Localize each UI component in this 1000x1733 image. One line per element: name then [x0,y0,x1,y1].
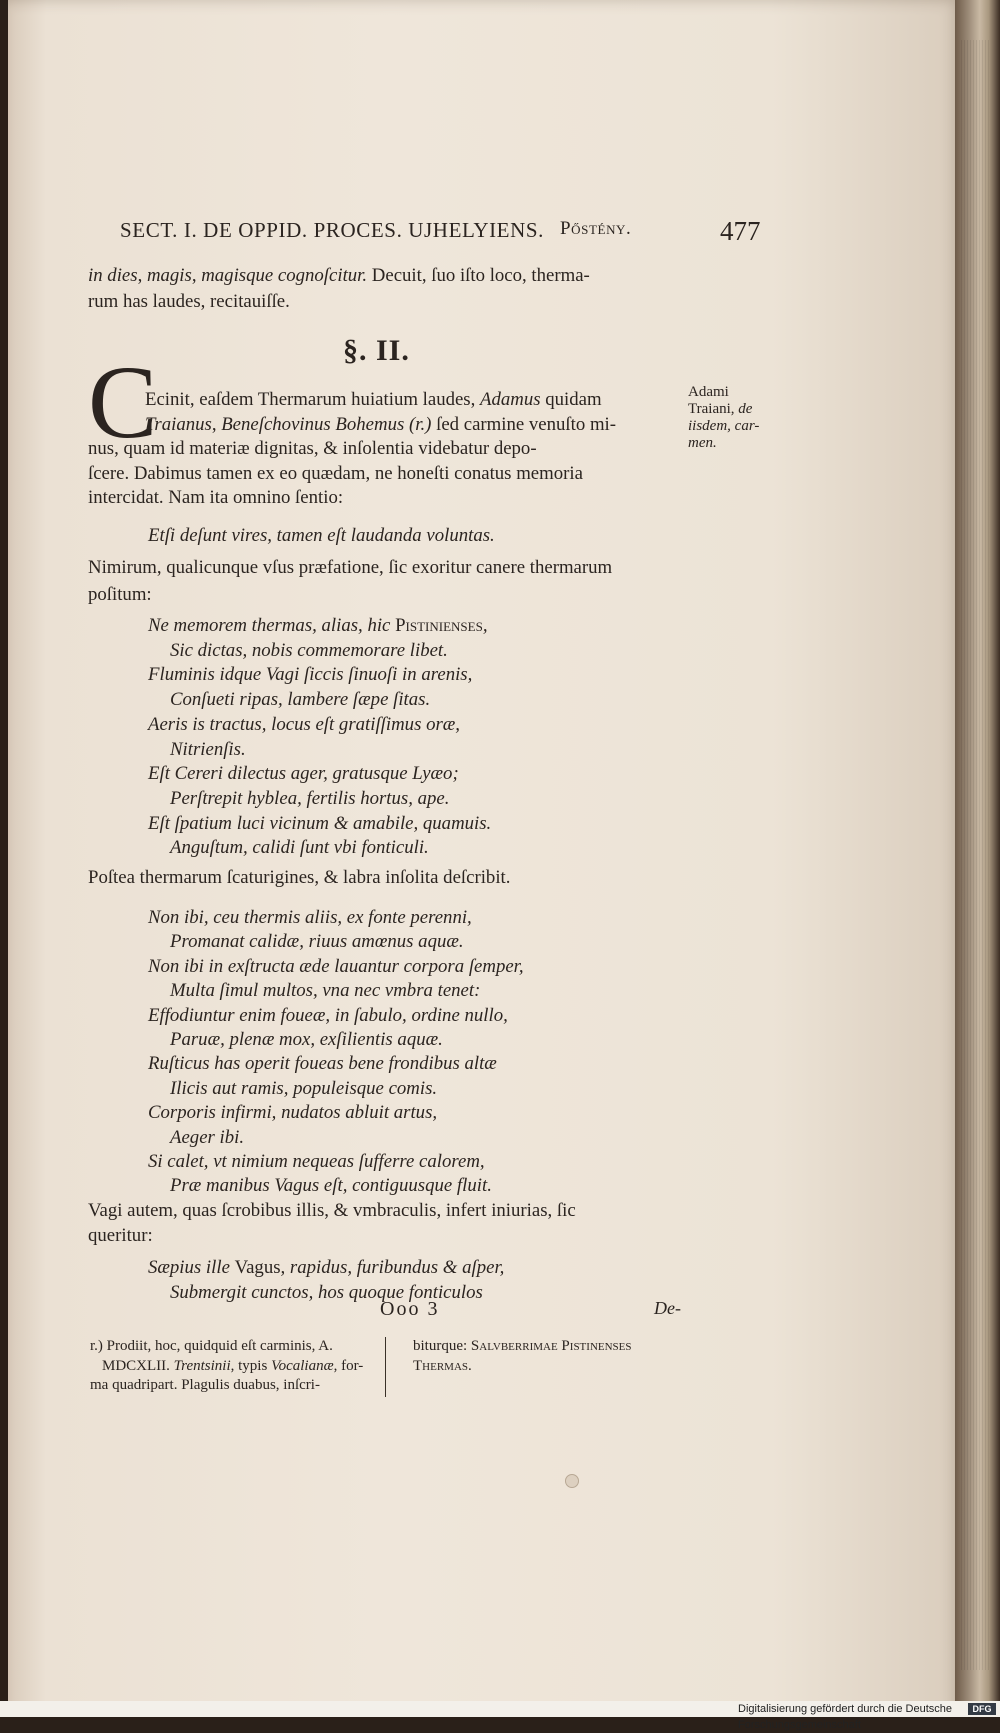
text-span: Præ manibus Vagus eſt, contiguusque fluit. [170,1175,492,1197]
para1-line [88,461,583,487]
text-span: Vagi autem, quas ſcrobibus illis, & vmbraculis, infert iniurias, ſic [88,1200,576,1221]
text-span: , [137,265,147,286]
text-span: magis [146,265,192,286]
text-span: Decuit, ſuo iſto loco, therma- [367,265,590,286]
text-span: , for- [333,1357,364,1374]
text-span: Corporis infirmi, nudatos abluit artus, [148,1102,438,1124]
text-span: Eſt Cereri dilectus ager, gratusque Lyæo; [148,763,459,785]
verses1-line [148,811,491,837]
verses2-line [148,1003,508,1029]
text-span: Anguſtum, calidi ſunt vbi fonticuli. [170,837,429,859]
text-span: Ruſticus has operit foueas bene frondibus altæ [148,1053,497,1075]
verses2-line [170,978,480,1004]
para2-line [88,555,612,581]
motto-line [148,523,495,549]
text-span: Paruæ, plenæ mox, exſilientis aquæ. [170,1029,443,1050]
margin-note-line [688,434,717,453]
text-span: Thermas. [413,1357,472,1374]
text-span: Etſi deſunt vires, tamen eſt laudanda voluntas. [148,525,495,546]
section-heading: §. II. [343,334,410,367]
text-span: Eſt ſpatium luci vicinum & amabile, quamuis. [148,812,492,834]
text-span: Si calet, vt nimium nequeas ſufferre calorem, [148,1151,485,1172]
text-span: Pistinienses [395,615,483,636]
intro-line [88,263,590,289]
book-page-edges [955,0,1000,1717]
verses2-line [170,1125,244,1151]
text-span: nus, quam id materiæ dignitas, & inſolentia videbatur depo- [88,438,537,459]
funding-credit: Digitalisierung gefördert durch die Deutsche Forschungsgemeinschaft [738,1703,953,1731]
verses1-line [170,835,429,861]
text-span: Promanat calidæ, riuus amœnus aquæ. [170,931,464,953]
verses1-line [148,761,459,787]
catchword: De- [654,1298,681,1318]
text-span: , typis [230,1357,272,1374]
text-span: Non ibi in exſtructa æde lauantur corpora ſemper, [148,955,524,977]
text-span: Effodiuntur enim foueæ, in ſabulo, ordine nullo, [148,1004,508,1026]
verses1-line [148,613,488,639]
verses2-line [148,954,524,980]
text-span: Poſtea thermarum ſcaturigines, & labra inſolita deſcribit. [88,867,511,888]
para1-line [88,436,537,462]
para1-line [145,412,616,438]
intro-line [88,289,290,315]
verses2-line [170,1076,437,1102]
signature-mark: Ooo 3 [380,1298,440,1320]
footnote-right-line [413,1336,632,1356]
text-span: , [211,413,222,435]
text-span: Traiani, [688,401,739,417]
verses1-line [170,786,449,812]
text-span: Adamus [480,389,541,410]
text-span: Aeris is tractus, locus eſt gratiſſimus oræ, [148,713,460,735]
text-span: , [191,265,202,286]
text-span: Submergit cunctos, hos quoque fonticulos [170,1282,483,1303]
text-span: Fluminis idque Vagi ſiccis ſinuoſi in arenis, [148,664,473,686]
text-span: Traianus [145,413,212,435]
running-head-place: Pőstény. [560,218,632,239]
footnote-left-line [102,1356,363,1376]
text-span: Vagus [234,1257,281,1278]
text-span: Ilicis aut ramis, populeisque comis. [170,1077,438,1099]
text-span: ſed carmine venuſto mi- [431,413,617,435]
verses2-line [148,1149,485,1175]
text-span: Ne memorem thermas, alias, hic [148,615,396,636]
text-span: Beneſchovinus Bohemus (r.) [221,413,432,435]
verses1-line [148,712,460,738]
verses1-line [170,737,246,763]
text-span: Adami [688,384,729,400]
verses2-line [170,929,464,955]
footnote-right-line [413,1356,472,1376]
text-span: quidam [540,389,602,410]
text-span: men. [688,435,717,451]
footnote-column-divider [385,1337,386,1397]
page-number: 477 [720,216,761,246]
text-span: poſitum: [88,584,152,605]
text-span: iisdem, car- [688,418,760,434]
text-span: r.) Prodiit, hoc, quidquid eſt carminis, A. [90,1338,333,1354]
text-span: magisque cognoſcitur. [201,265,368,286]
verses1-line [170,638,448,664]
footnote-left-line [90,1336,333,1356]
text-span: Nitrienſis. [170,738,246,760]
book-page [8,0,963,1717]
para1-line [145,387,602,413]
text-span: Nimirum, qualicunque vſus præfatione, ſic exoritur canere thermarum [88,557,613,578]
text-span: Conſueti ripas, lambere ſæpe ſitas. [170,689,431,711]
text-span: Trentsinii [173,1357,231,1374]
verses2-line [148,905,472,931]
text-span: Vocalianæ [271,1357,334,1374]
text-span: Ecinit, eaſdem Thermarum huiatium laudes, [145,389,481,410]
digitization-footer [0,1701,1000,1731]
para2-line [88,582,152,608]
verses1-line [170,687,430,713]
text-span: Aeger ibi. [170,1126,245,1148]
para4-line [88,1223,153,1249]
paper-blemish [565,1474,579,1488]
text-span: de [738,401,753,417]
verses2-line [148,1100,437,1126]
para4-line [88,1198,576,1224]
drop-capital: C [88,345,158,460]
text-span: , [482,615,488,636]
text-span: in dies [88,265,138,286]
text-span: Non ibi, ceu thermis aliis, ex fonte perenni, [148,907,472,928]
text-span: Multa ſimul multos, vna nec vmbra tenet: [170,980,481,1002]
text-span: Perſtrepit hyblea, fertilis hortus, ape. [170,787,450,809]
footnote-left-line [90,1375,320,1395]
text-span: intercidat. Nam ita omnino ſentio: [88,487,344,508]
text-span: biturque: [413,1338,471,1354]
text-span: Sæpius ille [148,1257,235,1278]
verses2-line [170,1173,492,1199]
text-span: MDCXLII. [102,1357,174,1374]
verses3-line [148,1255,504,1281]
text-span: queritur: [88,1225,153,1246]
verses2-line [148,1051,497,1077]
text-span: rum has laudes, recitauiſſe. [88,291,290,312]
running-head-title: SECT. I. DE OPPID. PROCES. UJHELYIENS. [120,218,545,242]
para3-line [88,865,510,891]
text-span: ma quadripart. Plagulis duabus, inſcri- [90,1377,320,1393]
verses1-line [148,662,472,688]
dfg-logo[interactable]: DFG [968,1703,996,1715]
text-span: ſcere. Dabimus tamen ex eo quædam, ne honeſti conatus memoria [88,462,583,484]
verses2-line [170,1027,443,1053]
text-span: Sic dictas, nobis commemorare libet. [170,639,448,661]
text-span: Salvberrimae Pistinenses [470,1338,632,1354]
para1-line [88,485,343,511]
text-span: , rapidus, furibundus & aſper, [280,1257,505,1278]
